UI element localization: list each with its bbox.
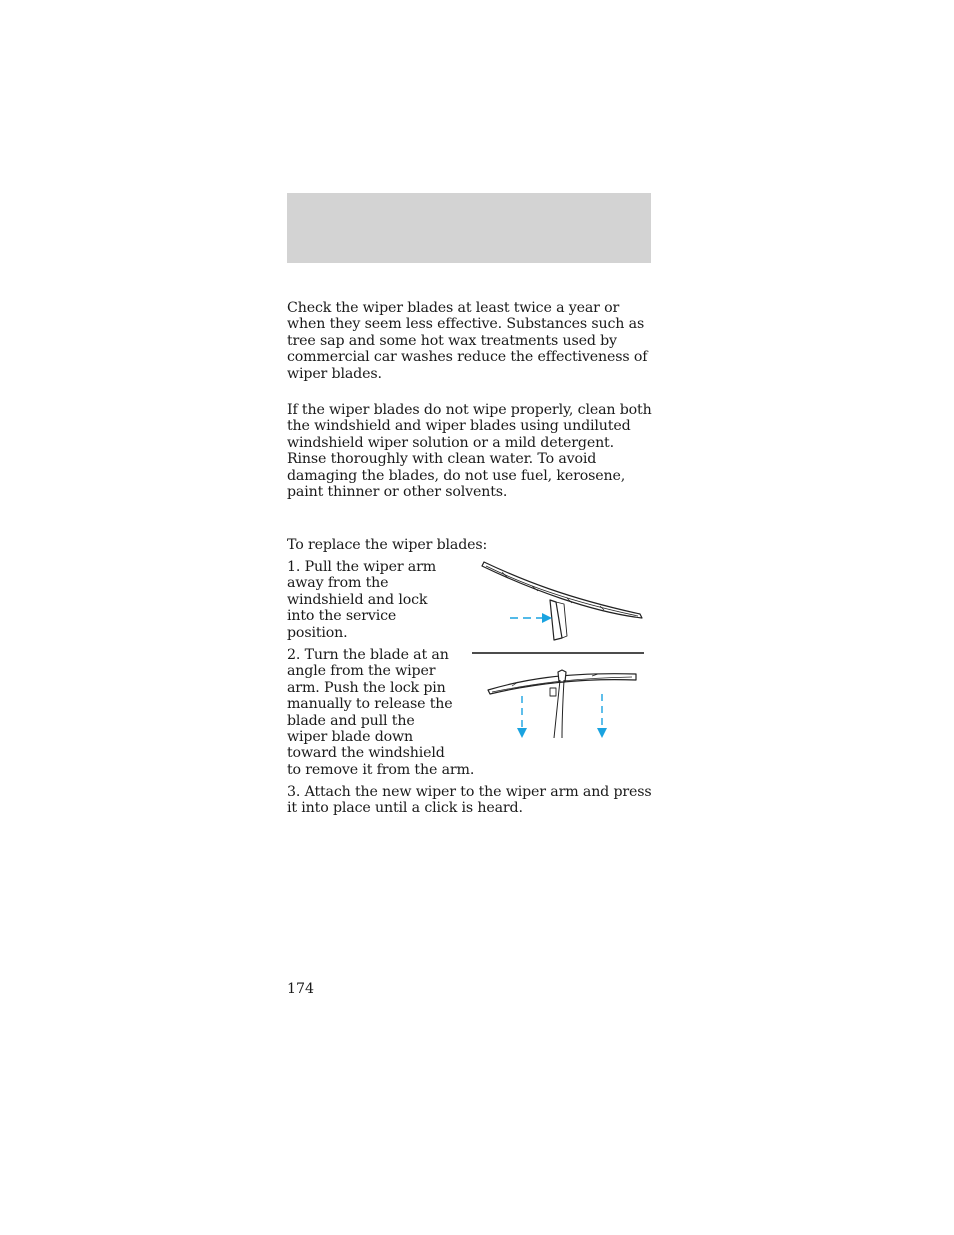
- wiper-blade-service-position: [482, 562, 642, 640]
- step-2-line: toward the windshield: [287, 745, 445, 762]
- step-3-line: it into place until a click is heard.: [287, 800, 523, 817]
- step-1-line: 1. Pull the wiper arm: [287, 559, 437, 575]
- arrow-pull-blade-down-left-icon: [517, 696, 527, 738]
- step-1-line: into the service: [287, 608, 397, 625]
- step-2-line: manually to release the: [287, 696, 453, 713]
- step-2-line: arm. Push the lock pin: [287, 679, 446, 696]
- paragraph-clean-blades: If the wiper blades do not wipe properly, clean both the windshield and wiper blades using undiluted windshield wiper solution or a mild detergent. Rinse thoroughly with clean water. To avoid damaging the blades, do not use fuel, kerosene, paint thinner or other solvents.: [287, 402, 652, 501]
- step-3-text: [287, 784, 653, 817]
- page-number: 174: [287, 981, 315, 997]
- section-header-band: [287, 193, 651, 263]
- wiper-blade-release: [488, 670, 636, 738]
- step-2-line: angle from the wiper: [287, 663, 436, 680]
- step-1-line: position.: [287, 624, 348, 641]
- step-2-line: to remove it from the arm.: [287, 761, 475, 778]
- step-2-text: [287, 647, 474, 778]
- step-2-line: wiper blade down: [287, 729, 414, 746]
- step-1-line: away from the: [287, 575, 389, 592]
- wiper-blade-illustration: [472, 558, 652, 742]
- arrow-pull-arm-icon: [510, 613, 552, 623]
- step-3-line: 3. Attach the new wiper to the wiper arm and press: [287, 784, 652, 800]
- paragraph-replace-intro: To replace the wiper blades:: [287, 537, 488, 553]
- step-1-text: [287, 559, 436, 641]
- step-1-line: windshield and lock: [287, 591, 428, 608]
- arrow-pull-blade-down-right-icon: [597, 694, 607, 738]
- paragraph-check-blades: Check the wiper blades at least twice a year or when they seem less effective. Substances such as tree sap and some hot wax treatments used by commercial car washes reduce the effectiveness of wiper blades.: [287, 300, 648, 382]
- step-2-line: 2. Turn the blade at an: [287, 647, 449, 663]
- step-2-line: blade and pull the: [287, 712, 415, 729]
